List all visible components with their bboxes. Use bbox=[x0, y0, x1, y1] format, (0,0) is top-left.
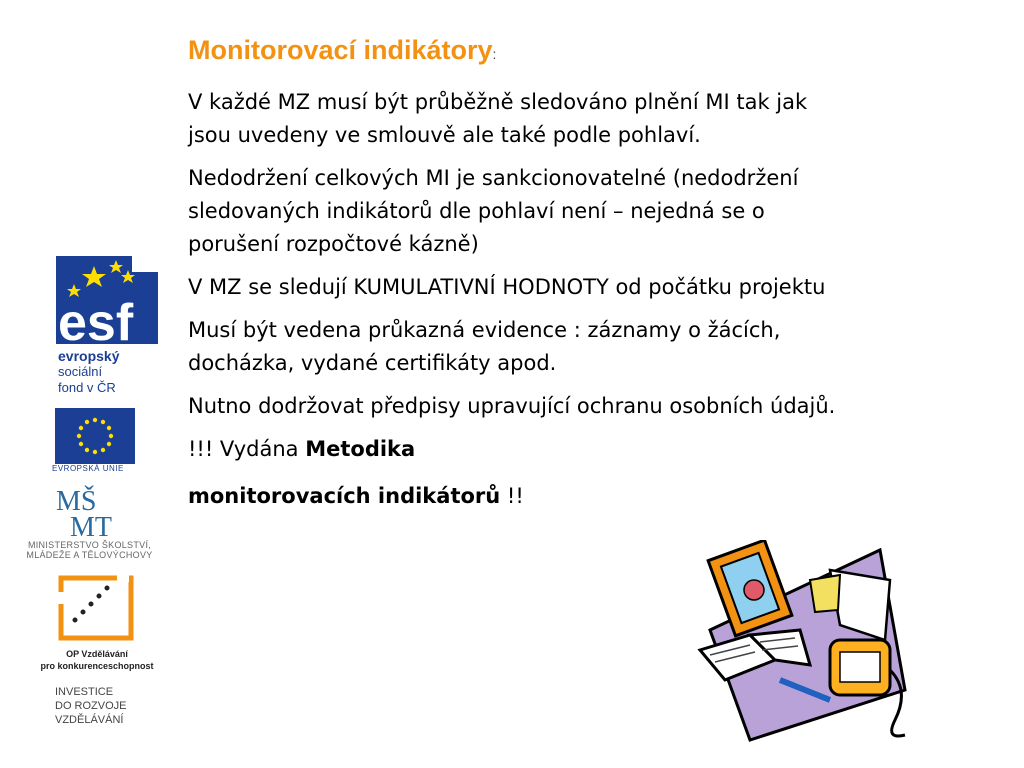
paragraph-line: porušení rozpočtové kázně) bbox=[188, 232, 479, 256]
msmt-logo bbox=[54, 484, 140, 538]
svg-text:MT: MT bbox=[70, 512, 112, 538]
op-label bbox=[27, 648, 167, 672]
paragraph-line: Musí být vedena průkazná evidence : záznamy o žácích, bbox=[188, 318, 781, 342]
paragraph-line: jsou uvedeny ve smlouvě ale také podle pohlaví. bbox=[188, 123, 701, 147]
paragraph-line: Nedodržení celkových MI je sankcionovatelné (nedodržení bbox=[188, 166, 799, 190]
svg-text:MŠ: MŠ bbox=[56, 486, 97, 517]
invest-text bbox=[55, 685, 127, 727]
paragraph-line: V každé MZ musí být průběžně sledováno plnění MI tak jak bbox=[188, 90, 808, 114]
title-colon: : bbox=[492, 46, 497, 62]
msmt-line2: MLÁDEŽE A TĚLOVÝCHOVY bbox=[26, 550, 153, 560]
paragraph-4 bbox=[188, 314, 1008, 380]
op-line2: pro konkurenceschopnost bbox=[40, 661, 154, 671]
msmt-line1: MINISTERSTVO ŠKOLSTVÍ, bbox=[27, 540, 152, 550]
paragraph-line: V MZ se sledují KUMULATIVNÍ HODNOTY od počátku projektu bbox=[188, 275, 826, 299]
eu-flag bbox=[55, 408, 135, 464]
metodika-bold: Metodika bbox=[305, 437, 416, 461]
slide-title bbox=[188, 28, 1008, 76]
paragraph-5 bbox=[188, 390, 1008, 423]
svg-text:esf: esf bbox=[58, 294, 134, 352]
esf-text bbox=[58, 348, 119, 396]
title-text: Monitorovací indikátory bbox=[188, 35, 493, 65]
op-line1: OP Vzdělávání bbox=[66, 649, 128, 659]
desk-clipart-illustration bbox=[690, 540, 910, 745]
esf-line1: evropský bbox=[58, 348, 120, 364]
paragraph-line: sledovaných indikátorů dle pohlaví není – nejedná se o bbox=[188, 199, 765, 223]
esf-line3: fond v ČR bbox=[58, 380, 116, 395]
metodika-line2 bbox=[188, 480, 1008, 513]
invest-line2: DO ROZVOJE bbox=[55, 700, 127, 712]
msmt-label bbox=[12, 540, 167, 560]
esf-line2: sociální bbox=[58, 364, 103, 379]
logo-column bbox=[0, 0, 175, 768]
paragraph-1 bbox=[188, 86, 1008, 152]
paragraph-line: docházka, vydané certifikáty apod. bbox=[188, 351, 557, 375]
paragraph-3 bbox=[188, 271, 1008, 304]
metodika-suffix: !! bbox=[500, 484, 524, 508]
metodika-line1 bbox=[188, 433, 1008, 466]
metodika-prefix: !!! Vydána bbox=[188, 437, 306, 461]
eu-label: EVROPSKÁ UNIE bbox=[52, 464, 124, 473]
invest-line1: INVESTICE bbox=[55, 686, 114, 698]
op-logo bbox=[55, 570, 140, 645]
metodika-note bbox=[188, 433, 1008, 513]
invest-line3: VZDĚLÁVÁNÍ bbox=[55, 714, 124, 726]
paragraph-2 bbox=[188, 162, 1008, 261]
slide-content bbox=[188, 28, 1008, 513]
paragraph-line: Nutno dodržovat předpisy upravující ochranu osobních údajů. bbox=[188, 394, 836, 418]
metodika-bold-2: monitorovacích indikátorů bbox=[188, 484, 501, 508]
